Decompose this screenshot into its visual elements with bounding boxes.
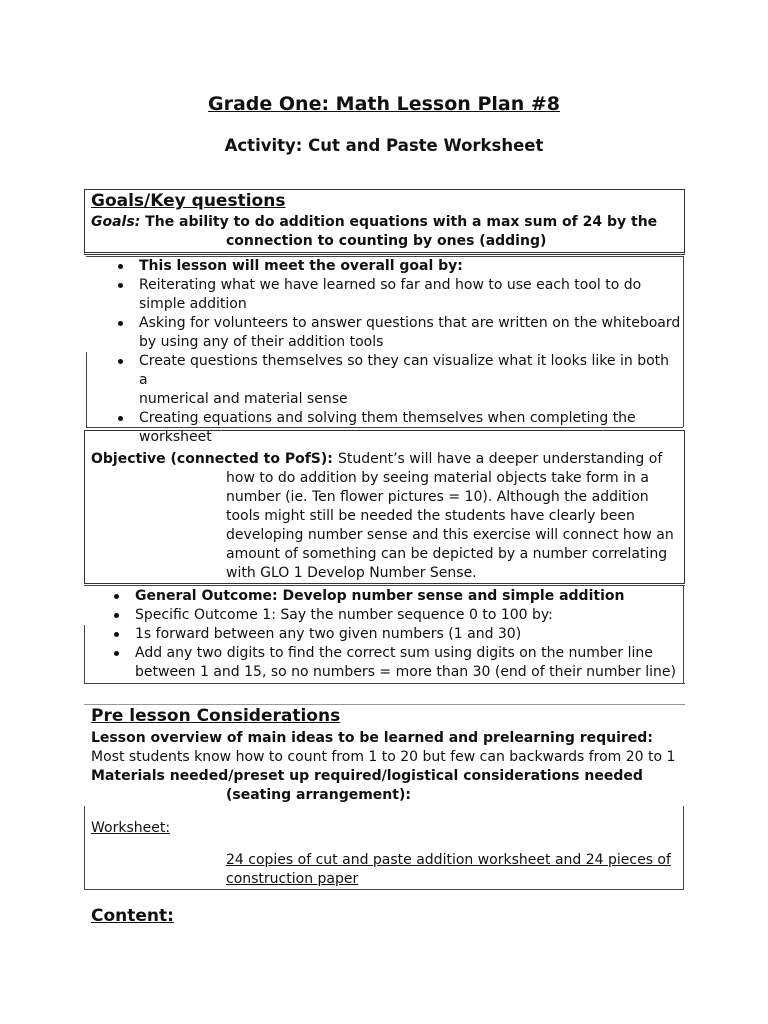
list-item: Specific Outcome 1: Say the number sequence 0 to 100 by: [88,606,682,625]
list-item: Asking for volunteers to answer questions that are written on the whiteboard by using any of their addition tools [92,314,682,352]
goals-bullet-list [92,257,682,447]
objective-label: Objective (connected to PofS): [91,451,333,467]
objective-bullets-bottom-rule [84,683,685,684]
list-item: Add any two digits to find the correct sum using digits on the number line between 1 and 15, so no numbers = more than 30 (end of their number line) [88,644,682,682]
worksheet-bottom-rule [84,889,684,890]
goals-text-part1: The ability to do addition equations with a max sum of 24 by the [140,214,658,230]
list-item: 1s forward between any two given numbers (1 and 30) [88,625,682,644]
activity-title: Activity: Cut and Paste Worksheet [224,136,544,155]
worksheet-left-border [84,806,85,889]
objective-text-line: with GLO 1 Develop Number Sense. [226,565,477,581]
objective-text-line: Student’s will have a deeper understanding of [338,451,663,467]
objective-text-line: developing number sense and this exercise will connect how an [226,527,674,543]
goals-text-line2: connection to counting by ones (adding) [226,233,547,249]
prelesson-top-rule [84,704,685,705]
worksheet-line2: construction paper [226,871,359,887]
prelesson-heading: Pre lesson Considerations [91,706,341,726]
list-item: Creating equations and solving them themselves when completing the worksheet [92,409,682,447]
objective-bullets-top-rule [84,585,685,586]
goals-bullets-right-border [683,256,684,427]
list-item: This lesson will meet the overall goal by: [92,257,682,276]
goals-text-line1 [91,213,657,232]
list-item: General Outcome: Develop number sense and simple addition [88,587,682,606]
worksheet-right-border [683,806,684,889]
objective-text-line: number (ie. Ten flower pictures = 10). Although the addition [226,489,649,505]
list-item: Reiterating what we have learned so far and how to use each tool to do simple addition [92,276,682,314]
objective-text-line: amount of something can be depicted by a number correlating [226,546,668,562]
list-item: Create questions themselves so they can visualize what it looks like in both a numerical and material sense [92,352,682,409]
content-heading: Content: [91,906,174,926]
objective-bullets-right-border [683,585,684,683]
page-title: Grade One: Math Lesson Plan #8 [208,93,560,115]
objective-text-line: how to do addition by seeing material objects take form in a [226,470,649,486]
goals-heading: Goals/Key questions [91,191,286,211]
materials-label-line2: (seating arrangement): [226,787,411,803]
goals-bullets-left-border [86,352,87,427]
overview-text: Most students know how to count from 1 to 20 but few can backwards from 20 to 1 [91,749,676,765]
objective-text-line: tools might still be needed the students have clearly been [226,508,635,524]
worksheet-line1: 24 copies of cut and paste addition worksheet and 24 pieces of [226,852,671,868]
goals-label: Goals: [91,214,141,230]
overview-label: Lesson overview of main ideas to be learned and prelearning required: [91,730,653,746]
objective-bullets-left-border [84,625,85,683]
materials-label-line1: Materials needed/preset up required/logistical considerations needed [91,768,643,784]
worksheet-label: Worksheet: [91,820,171,836]
objective-bullet-list [88,587,682,682]
